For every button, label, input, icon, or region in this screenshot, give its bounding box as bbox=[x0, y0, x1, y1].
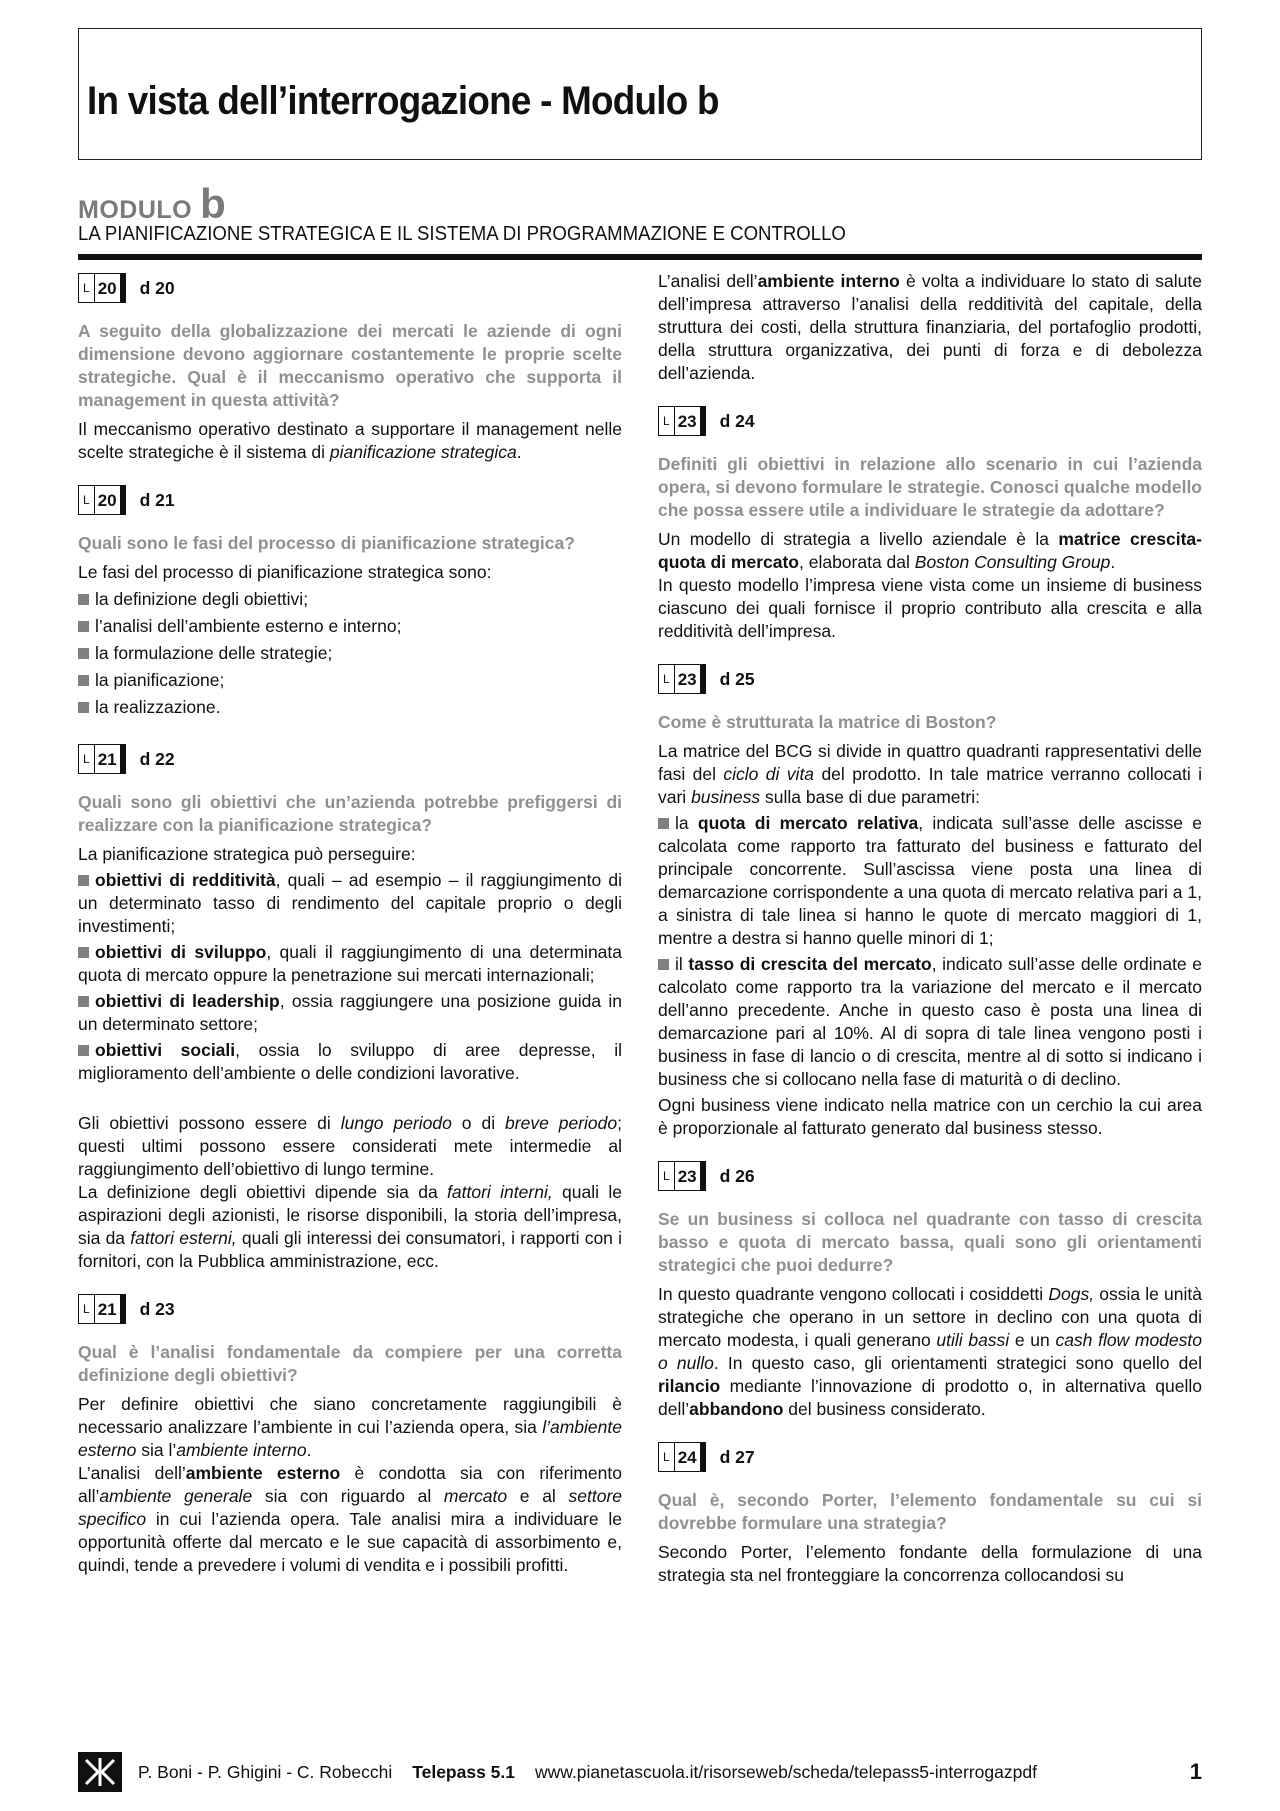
list-item: obiettivi di leadership, ossia raggiungere una posizione guida in un determinato settore; bbox=[78, 991, 622, 1034]
question-text: Qual è l’analisi fondamentale da compiere per una corretta definizione degli obiettivi? bbox=[78, 1342, 622, 1385]
section-header-d26 bbox=[658, 1158, 1202, 1194]
publisher-logo-icon bbox=[78, 1752, 122, 1792]
answer-text: In questo modello l’impresa viene vista come un insieme di business ciascuno dei quali fornisce il proprio contributo alla crescita e alla redditività dell’impresa. bbox=[658, 575, 1202, 641]
list-item: l’analisi dell’ambiente esterno e interno; bbox=[78, 615, 622, 638]
question-text: Qual è, secondo Porter, l’elemento fondamentale su cui si dovrebbe formulare una strategia? bbox=[658, 1490, 1202, 1533]
footer-authors: P. Boni - P. Ghigini - C. Robecchi bbox=[138, 1761, 393, 1782]
lesson-badge: L 23 bbox=[658, 1161, 706, 1191]
question-text: Quali sono gli obiettivi che un’azienda potrebbe prefiggersi di realizzare con la pianificazione strategica? bbox=[78, 792, 622, 835]
question-number: d 24 bbox=[719, 410, 755, 431]
footer-url[interactable]: www.pianetascuola.it/risorseweb/scheda/telepass5-interrogazpdf bbox=[535, 1761, 1037, 1782]
title-box bbox=[78, 28, 1202, 160]
left-column bbox=[78, 270, 622, 1577]
question-text: Come è strutturata la matrice di Boston? bbox=[658, 712, 997, 732]
answer-text: La pianificazione strategica può perseguire: bbox=[78, 844, 416, 864]
answer-text: L’analisi dell’ambiente esterno è condotta sia con riferimento all’ambiente generale sia con riguardo al mercato e al settore specifico in cui l’azienda opera. Tale analisi mira a individuare le opportunità offerte dal mercato e le sue capacità di assorbimento e, quindi, tende a prevedere i volumi di vendita e i possibili profitti. bbox=[78, 1463, 622, 1575]
lesson-badge: L 21 bbox=[78, 1294, 126, 1324]
question-text: Quali sono le fasi del processo di pianificazione strategica? bbox=[78, 533, 575, 553]
question-number: d 20 bbox=[139, 277, 175, 298]
answer-text: Un modello di strategia a livello aziendale è la matrice crescita-quota di mercato, elaborata dal Boston Consulting Group. bbox=[658, 529, 1202, 572]
page-number: 1 bbox=[1189, 1759, 1202, 1784]
section-header-d27 bbox=[658, 1439, 1202, 1475]
question-number: d 26 bbox=[719, 1165, 755, 1186]
section-header-d21 bbox=[78, 482, 622, 518]
list-item: la realizzazione. bbox=[78, 696, 622, 719]
list-item: obiettivi di redditività, quali – ad esempio – il raggiungimento di un determinato tasso di rendimento del capitale proprio o degli investimenti; bbox=[78, 870, 622, 936]
section-header-d25 bbox=[658, 661, 1202, 697]
module-subtitle: LA PIANIFICAZIONE STRATEGICA E IL SISTEMA DI PROGRAMMAZIONE E CONTROLLO bbox=[78, 223, 846, 245]
list-item: la pianificazione; bbox=[78, 669, 622, 692]
answer-text: In questo quadrante vengono collocati i cosiddetti Dogs, ossia le unità strategiche che operano in un settore in declino con una quota di mercato modesta, i quali generano utili bassi e un cash flow modesto o nullo. In questo caso, gli orientamenti strategici sono quello del rilancio mediante l’innovazione di prodotto o, in alternativa quello dell’abbandono del business considerato. bbox=[658, 1284, 1202, 1419]
answer-text: La definizione degli obiettivi dipende sia da fattori interni, quali le aspirazioni degli azionisti, le risorse disponibili, la storia dell’impresa, sia da fattori esterni, quali gli interessi dei consumatori, i rapporti con i fornitori, con la Pubblica amministrazione, ecc. bbox=[78, 1182, 623, 1271]
lesson-badge: L 20 bbox=[78, 485, 126, 515]
lesson-badge: L 24 bbox=[658, 1442, 706, 1472]
answer-text: Ogni business viene indicato nella matrice con un cerchio la cui area è proporzionale al fatturato generato dal business stesso. bbox=[658, 1095, 1202, 1138]
section-header-d22 bbox=[78, 741, 622, 777]
question-number: d 23 bbox=[139, 1298, 175, 1319]
question-number: d 27 bbox=[719, 1446, 755, 1467]
list-item: obiettivi di sviluppo, quali il raggiungimento di una determinata quota di mercato oppure la penetrazione sui mercati internazionali; bbox=[78, 942, 623, 985]
lesson-badge: L 23 bbox=[658, 664, 706, 694]
footer bbox=[78, 1752, 1202, 1792]
right-column bbox=[658, 270, 1202, 1587]
answer-text: Per definire obiettivi che siano concretamente raggiungibili è necessario analizzare l’ambiente in cui l’azienda opera, sia l’ambiente esterno sia l’ambiente interno. bbox=[78, 1394, 622, 1460]
list-item: il tasso di crescita del mercato, indicato sull’asse delle ordinate e calcolato come rapporto tra la variazione del mercato e il mercato dell’anno precedente. Anche in questo caso è posta una linea di demarcazione pari al 10%. Al di sopra di tale linea vengono posti i business in fase di lancio o di crescita, mentre al di sotto si indicano i business che si collocano nella fase di maturità o di declino. bbox=[658, 954, 1203, 1089]
answer-text: Le fasi del processo di pianificazione strategica sono: bbox=[78, 562, 492, 582]
question-text: Definiti gli obiettivi in relazione allo scenario in cui l’azienda opera, si devono formulare le strategie. Conosci qualche modello che possa essere utile a individuare le strategie da adottare? bbox=[658, 454, 1202, 520]
section-header-d20 bbox=[78, 270, 622, 306]
section-header-d24 bbox=[658, 403, 1202, 439]
question-text: Se un business si colloca nel quadrante con tasso di crescita basso e quota di mercato bassa, quali sono gli orientamenti strategici che puoi dedurre? bbox=[658, 1209, 1202, 1275]
question-number: d 21 bbox=[139, 489, 175, 510]
answer-text: Il meccanismo operativo destinato a supportare il management nelle scelte strategiche è il sistema di pianificazione strategica. bbox=[78, 419, 622, 462]
list-item: la quota di mercato relativa, indicata sull’asse delle ascisse e calcolata come rapporto tra fatturato del business e fatturato del principale concorrente. Sull’ascissa viene posta una linea di demarcazione corrispondente a una quota di mercato relativa pari a 1, a sinistra di tale linea si hanno le quote di mercato maggiori di 1, mentre a destra si hanno quelle minori di 1; bbox=[658, 813, 1203, 948]
lesson-badge: L 20 bbox=[78, 273, 126, 303]
list-item: la definizione degli obiettivi; bbox=[78, 588, 622, 611]
lesson-badge: L 21 bbox=[78, 744, 126, 774]
module-label bbox=[78, 180, 226, 228]
header-rule bbox=[78, 254, 1202, 260]
page-title: In vista dell’interrogazione - Modulo b bbox=[87, 79, 719, 123]
answer-text: Secondo Porter, l’elemento fondante della formulazione di una strategia sta nel fronteggiare la concorrenza collocandosi su bbox=[658, 1542, 1202, 1585]
module-word: MODULO bbox=[78, 196, 193, 224]
lesson-badge: L 23 bbox=[658, 406, 706, 436]
answer-text: Gli obiettivi possono essere di lungo periodo o di breve periodo; questi ultimi possono essere considerati mete intermedie al raggiungimento dell’obiettivo di lungo termine. bbox=[78, 1113, 622, 1179]
question-number: d 25 bbox=[719, 668, 755, 689]
list-item: obiettivi sociali, ossia lo sviluppo di aree depresse, il miglioramento dell’ambiente o delle condizioni lavorative. bbox=[78, 1040, 622, 1083]
module-letter: b bbox=[200, 180, 226, 227]
list-item: la formulazione delle strategie; bbox=[78, 642, 622, 665]
question-number: d 22 bbox=[139, 748, 175, 769]
question-text: A seguito della globalizzazione dei mercati le aziende di ogni dimensione devono aggiornare costantemente le proprie scelte strategiche. Qual è il meccanismo operativo che supporta il management in questa attività? bbox=[78, 321, 622, 410]
answer-text: La matrice del BCG si divide in quattro quadranti rappresentativi delle fasi del ciclo di vita del prodotto. In tale matrice verranno collocati i vari business sulla base di due parametri: bbox=[658, 741, 1202, 807]
footer-product: Telepass 5.1 bbox=[412, 1761, 515, 1782]
section-header-d23 bbox=[78, 1291, 622, 1327]
answer-text: L’analisi dell’ambiente interno è volta a individuare lo stato di salute dell’impresa attraverso l’analisi della redditività del capitale, della struttura dei costi, della struttura finanziaria, del portafoglio prodotti, della struttura organizzativa, dei punti di forza e di debolezza dell’azienda. bbox=[658, 271, 1202, 383]
